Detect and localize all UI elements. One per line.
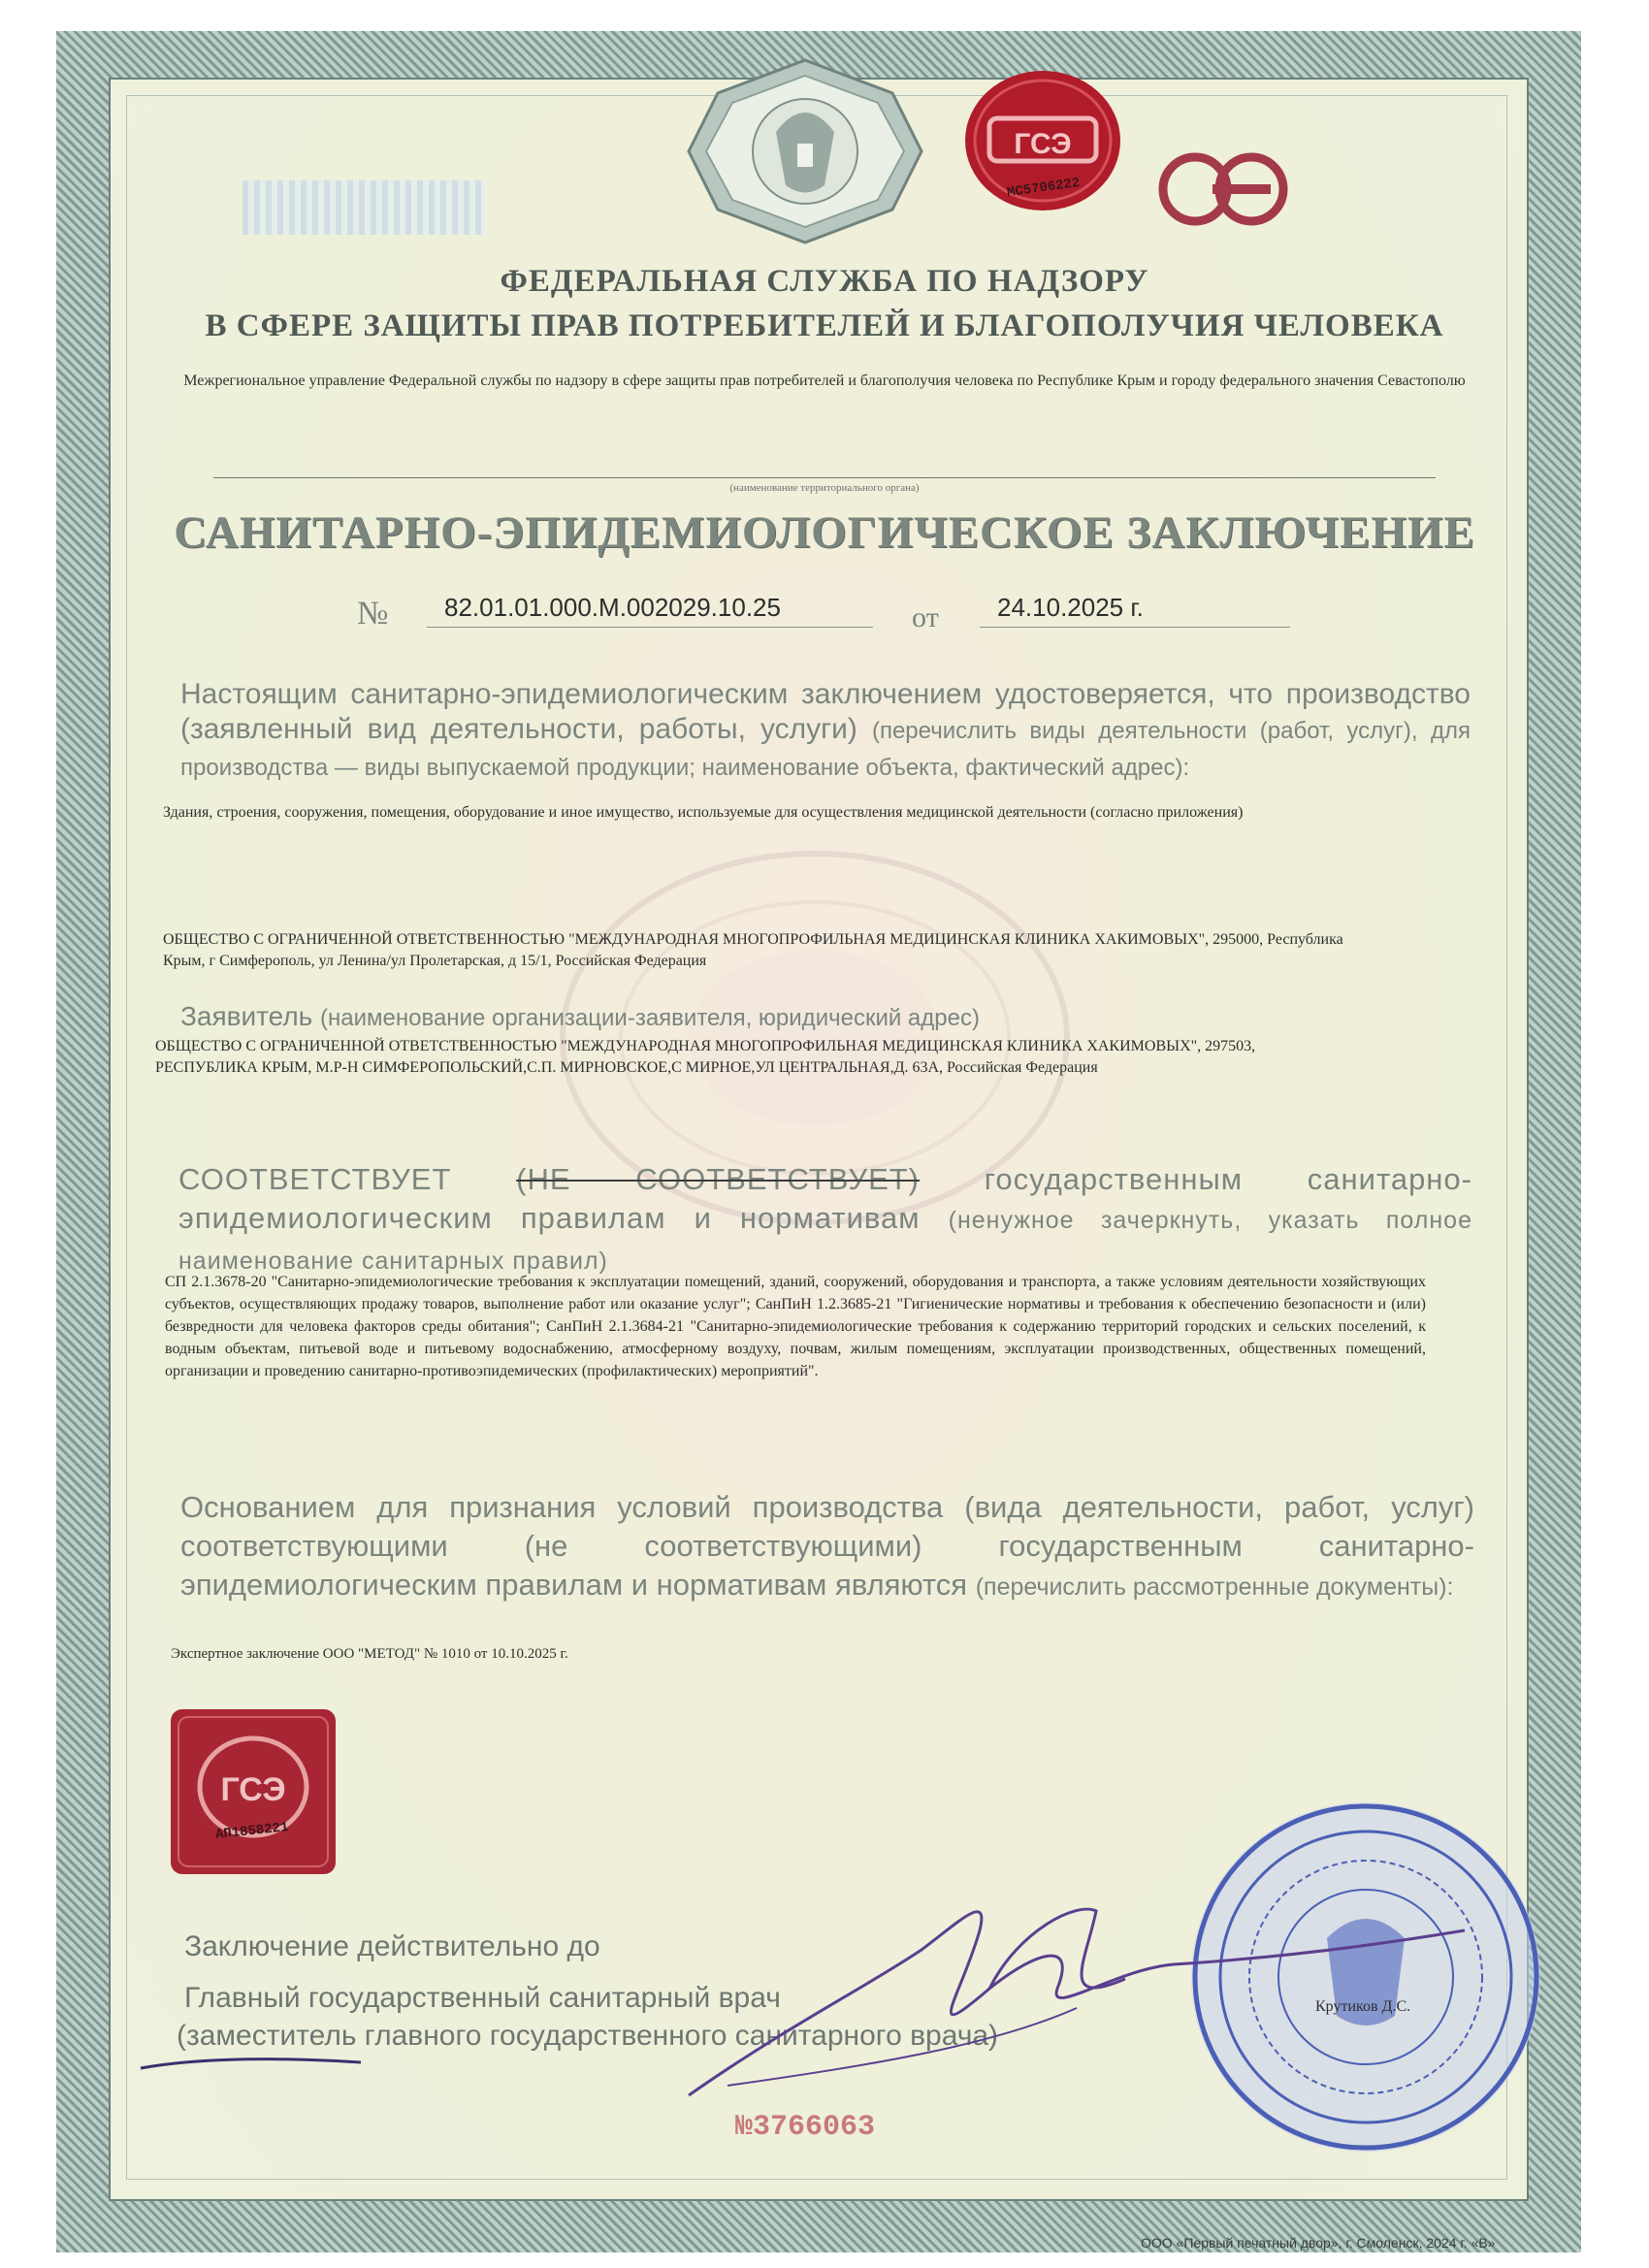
basis-paragraph	[180, 1488, 1474, 1606]
object-value: ОБЩЕСТВО С ОГРАНИЧЕННОЙ ОТВЕТСТВЕННОСТЬЮ "МЕЖДУНАРОДНАЯ МНОГОПРОФИЛЬНАЯ МЕДИЦИНСКАЯ КЛИНИКА ХАКИМОВЫХ", 295000, Республика Крым, г Симферополь, ул Ленина/ул Пролетарская, д 15/1, Российская Федерация	[163, 931, 1343, 969]
basis-hint: (перечислить рассмотренные документы):	[975, 1573, 1454, 1601]
number-label: №	[357, 596, 389, 632]
valid-until-label: Заключение действительно до	[184, 1930, 600, 1962]
conformity-verdict: СООТВЕТСТВУЕТ	[178, 1162, 452, 1196]
applicant-hint: (наименование организации-заявителя, юридический адрес)	[320, 1005, 980, 1031]
hologram-strip	[242, 180, 485, 235]
conformity-struck-option: (НЕ СООТВЕТСТВУЕТ)	[516, 1162, 921, 1196]
agency-title-line2: В СФЕРЕ ЗАЩИТЫ ПРАВ ПОТРЕБИТЕЛЕЙ И БЛАГОПОЛУЧИЯ ЧЕЛОВЕКА	[205, 308, 1444, 343]
applicant-label-row	[180, 1001, 980, 1032]
territorial-body-rule	[213, 477, 1436, 478]
form-serial-number: №3766063	[735, 2111, 876, 2144]
conformity-text: государственным санитарно-эпидемиологическим правилам и нормативам	[178, 1162, 1472, 1235]
activity-value: Здания, строения, сооружения, помещения, оборудование и иное имущество, используемые для осуществления медицинской деятельности (согласно приложения)	[163, 804, 1244, 821]
deputy-doctor-label: (заместитель главного государственного санитарного врача)	[177, 2020, 999, 2052]
agency-title-line1: ФЕДЕРАЛЬНАЯ СЛУЖБА ПО НАДЗОРУ	[500, 264, 1149, 299]
intro-text: Настоящим санитарно-эпидемиологическим заключением удостоверяется, что производство (заявленный вид деятельности, работы, услуги)	[180, 678, 1471, 745]
svg-text:ГСЭ: ГСЭ	[220, 1771, 286, 1808]
intro-hint: (перечислить виды деятельности (работ, услуг), для производства — виды выпускаемой продукции; наименование объекта, фактический адрес):	[180, 718, 1471, 781]
conformity-hint: (ненужное зачеркнуть, указать полное наименование санитарных правил)	[178, 1207, 1472, 1275]
conformity-paragraph	[178, 1160, 1472, 1280]
applicant-label: Заявитель	[180, 1001, 313, 1031]
signature-icon	[669, 1872, 1562, 2124]
territorial-body: Межрегиональное управление Федеральной службы по надзору в сфере защиты прав потребителей и благополучия человека по Республике Крым и городу федерального значения Севастополю	[183, 373, 1466, 389]
coat-of-arms-emblem	[679, 54, 931, 248]
hologram-serial-bottom: АП1858221	[214, 1820, 290, 1843]
basis-text: Основанием для признания условий производства (вида деятельности, работ, услуг) соответствующими (не соответствующими) государственным санитарно-эпидемиологическим правилам и нормативам являются	[180, 1490, 1474, 1602]
number-underline	[427, 627, 873, 628]
printer-imprint: ООО «Первый печатный двор», г. Смоленск, 2024 г. «В»	[1141, 2235, 1496, 2251]
certificate-date: 24.10.2025 г.	[997, 593, 1144, 622]
applicant-value: ОБЩЕСТВО С ОГРАНИЧЕННОЙ ОТВЕТСТВЕННОСТЬЮ "МЕЖДУНАРОДНАЯ МНОГОПРОФИЛЬНАЯ МЕДИЦИНСКАЯ КЛИНИКА ХАКИМОВЫХ", 297503, РЕСПУБЛИКА КРЫМ, М.Р-Н СИМФЕРОПОЛЬСКИЙ,С.П. МИРНОВСКОЕ,С МИРНОЕ,УЛ ЦЕНТРАЛЬНАЯ,Д. 63А, Российская Федерация	[155, 1038, 1256, 1076]
underline-stroke	[136, 2047, 369, 2076]
date-label: от	[912, 601, 939, 633]
date-underline	[980, 627, 1290, 628]
certificate-number: 82.01.01.000.М.002029.10.25	[444, 593, 781, 622]
intro-paragraph	[180, 677, 1471, 786]
sanitary-rules-list: СП 2.1.3678-20 "Санитарно-эпидемиологические требования к эксплуатации помещений, зданий, сооружений, оборудования и транспорта, а также условиям деятельности хозяйствующих субъектов, осуществляющих продажу товаров, выполнение работ или оказание услуг"; СанПиН 1.2.3685-21 "Гигиенические нормативы и требования к обеспечению безопасности и (или) безвредности для человека факторов среды обитания"; СанПиН 2.1.3684-21 "Санитарно-эпидемиологические требования к содержанию территорий городских и сельских поселений, к водным объектам, питьевой воде и питьевому водоснабжению, атмосферному воздуху, почвам, жилым помещениям, эксплуатации производственных, общественных помещений, организации и проведению санитарно-противоэпидемических (профилактических) мероприятий".	[165, 1274, 1426, 1379]
signer-name: Крутиков Д.С.	[1315, 1998, 1411, 2015]
territorial-body-caption: (наименование территориального органа)	[729, 482, 920, 494]
hologram-sticker-icon	[171, 1709, 336, 1874]
chief-doctor-label: Главный государственный санитарный врач	[184, 1982, 781, 2014]
document-title: САНИТАРНО-ЭПИДЕМИОЛОГИЧЕСКОЕ ЗАКЛЮЧЕНИЕ	[174, 507, 1475, 558]
hologram-serial-top: МС5706222	[1006, 175, 1082, 202]
svg-text:ГСЭ: ГСЭ	[1014, 128, 1072, 160]
se-logo-icon	[1154, 146, 1300, 233]
basis-documents: Экспертное заключение ООО "МЕТОД" № 1010 от 10.10.2025 г.	[171, 1646, 568, 1662]
